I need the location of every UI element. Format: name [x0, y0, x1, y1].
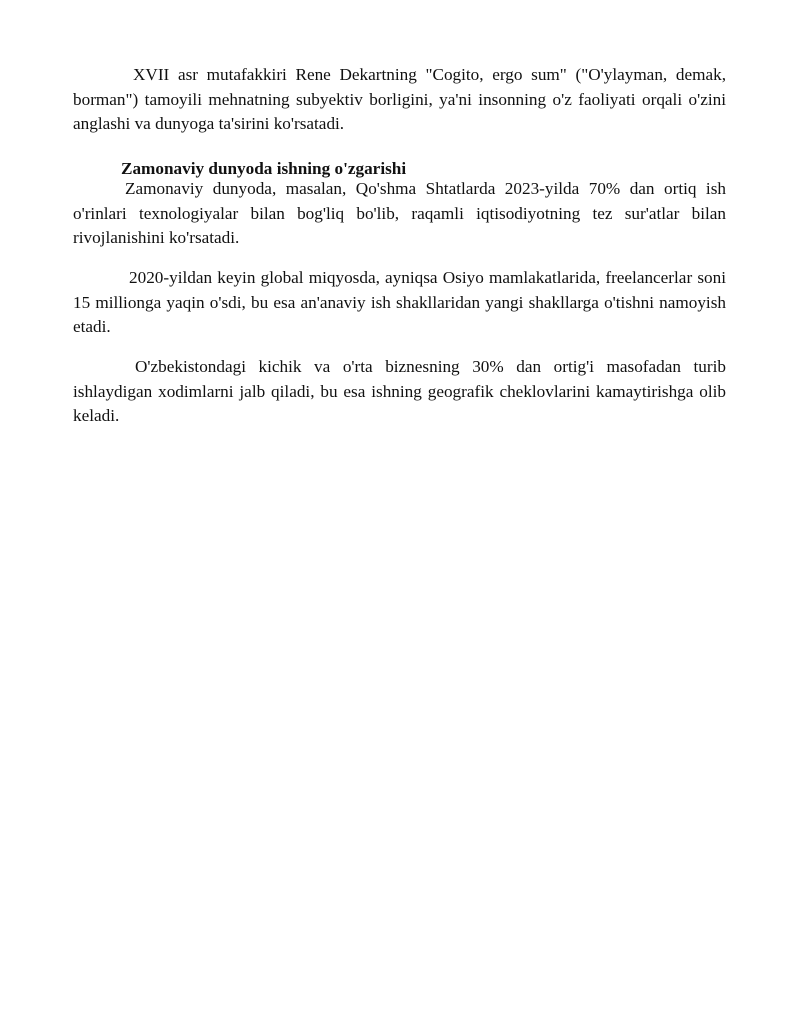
paragraph-freelancers: 2020-yildan keyin global miqyosda, ayniqsa Osiyo mamlakatlarida, freelancerlar soni 15 millionga yaqin o'sdi, bu esa an'anaviy ish shakllaridan yangi shakllarga o'tishni namoyish etadi. — [73, 268, 726, 337]
section-heading: Zamonaviy dunyoda ishning o'zgarishi — [121, 159, 407, 178]
paragraph-usa-tech-jobs: Zamonaviy dunyoda, masalan, Qo'shma Shtatlarda 2023-yilda 70% dan ortiq ish o'rinlari texnologiyalar bilan bog'liq bo'lib, raqamli iqtisodiyotning tez sur'atlar bilan rivojlanishini ko'rsatadi. — [73, 179, 726, 248]
paragraph-descartes: XVII asr mutafakkiri Rene Dekartning "Cogito, ergo sum" ("O'ylayman, demak, borman") tamoyili mehnatning subyektiv borligini, ya'ni insonning o'z faoliyati orqali o'zini anglashi va dunyoga ta'sirini ko'rsatadi. — [73, 65, 726, 134]
paragraph-uzbekistan-remote: O'zbekistondagi kichik va o'rta biznesning 30% dan ortig'i masofadan turib ishlaydigan xodimlarni jalb qiladi, bu esa ishning geografik cheklovlarini kamaytirishga olib keladi. — [73, 357, 726, 426]
